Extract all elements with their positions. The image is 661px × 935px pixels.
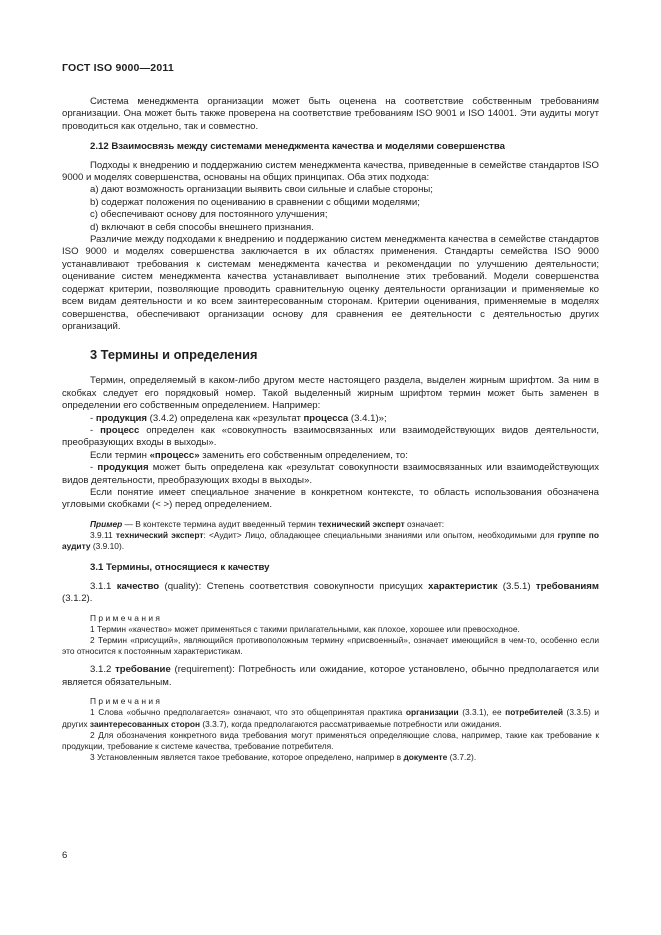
document-page	[62, 62, 599, 763]
section-3-example-1: - продукция (3.4.2) определена как «результат процесса (3.4.1)»;	[90, 412, 387, 424]
section-3-para-1: Термин, определяемый в каком-либо другом месте настоящего раздела, выделен жирным шрифтом. За ним в скобках следует его порядковый номер. Такой выделенный жирным шрифтом термин может быть заменен в определении его собственным определением. Например:	[62, 375, 599, 412]
section-3-1-title: 3.1 Термины, относящиеся к качеству	[90, 562, 270, 574]
list-item-c: c) обеспечивают основу для постоянного улучшения;	[90, 209, 328, 221]
definition-3-1-1: 3.1.1 качество (quality): Степень соответствия совокупности присущих характеристик (3.5.1) требованиям (3.1.2).	[62, 580, 599, 605]
section-3-example-block	[62, 519, 599, 553]
example-line-2: 3.9.11 технический эксперт: <Аудит> Лицо, обладающее специальными знаниями или опытом, необходимыми для группе по аудиту (3.9.10).	[62, 529, 599, 552]
page-number: 6	[62, 850, 68, 861]
intro-paragraph: Система менеджмента организации может быть оценена на соответствие собственным требованиям организации. Она может быть также проверена на соответствие требованиям ISO 9001 и ISO 14001. Эти аудиты могут проводиться как отдельно, так и совместно.	[62, 96, 599, 132]
section-3-para-3: Если понятие имеет специальное значение в конкретном контексте, то область использования обозначена угловыми скобками (< >) перед определением.	[62, 486, 599, 511]
example-line-1: Пример — В контексте термина аудит введенный термин технический эксперт означает:	[90, 518, 445, 529]
notes-label: Примечания	[90, 612, 163, 623]
notes-3-1-1	[62, 624, 599, 658]
section-2-12-para-1: Подходы к внедрению и поддержанию систем менеджмента качества, приведенные в семействе стандартов ISO 9000 и моделях совершенства, основаны на общих принципах. Оба этих подхода:	[62, 159, 599, 184]
section-3-example-3: - продукция может быть определена как «результат совокупности взаимосвязанных или взаимодействующих видов деятельности, преобразующих входы в выходы».	[62, 462, 599, 486]
list-item-d: d) включают в себя способы внешнего признания.	[90, 221, 314, 233]
note-3-1-2-2: 2 Для обозначения конкретного вида требования могут применяться определяющие слова, например, такие как требование к продукции, требование к системе качества, требование потребителя.	[62, 729, 599, 752]
section-3-title: 3 Термины и определения	[90, 347, 258, 363]
definition-3-1-2: 3.1.2 требование (requirement): Потребность или ожидание, которое установлено, обычно предполагается или является обязательным.	[62, 664, 599, 688]
note-3-1-1-2: 2 Термин «присущий», являющийся противоположным термину «присвоенный», означает имеющийся в чем-то, особенно если это относится к постоянным характеристикам.	[62, 635, 599, 657]
note-3-1-2-3: 3 Установленным является такое требование, которое определено, например в документе (3.7.2).	[90, 752, 477, 763]
section-2-12-para-2: Различие между подходами к внедрению и поддержанию систем менеджмента качества в семействе стандартов ISO 9000 и моделях совершенства заключается в их областях применения. Стандарты семейства ISO 9000 устанавливают требования к системам менеджмента качества и рекомендации по улучшению деятельности; оценивание систем менеджмента качества устанавливает выполнение этих требований. Модели совершенства содержат критерии, позволяющие проводить сравнительную оценку деятельности организации и применяемые ко всем видам деятельности и ко всем заинтересованным сторонам. Критерии оценивания, применяемые в моделях совершенства, обеспечивают организации основу для сравнения ее деятельности с деятельностью других организаций.	[62, 234, 599, 332]
document-header: ГОСТ ISO 9000—2011	[62, 62, 174, 74]
list-item-b: b) содержат положения по оцениванию в сравнении с общими моделями;	[90, 196, 420, 208]
note-3-1-1-1: 1 Термин «качество» может применяться с такими прилагательными, как плохое, хорошее или превосходное.	[90, 623, 520, 634]
list-item-a: a) дают возможность организации выявить свои сильные и слабые стороны;	[90, 184, 433, 196]
section-2-12-title: 2.12 Взаимосвязь между системами менеджмента качества и моделями совершенства	[90, 141, 505, 153]
note-3-1-2-1: 1 Слова «обычно предполагается» означают, что это общепринятая практика организации (3.3.1), ее потребителей (3.3.5) и других заинтересованных сторон (3.3.7), когда предполагаются рассматриваемые потребности или ожидания.	[62, 707, 599, 729]
section-3-para-2: Если термин «процесс» заменить его собственным определением, то:	[90, 449, 408, 461]
notes-3-1-2	[62, 707, 599, 763]
notes-label-2: Примечания	[90, 696, 163, 707]
section-3-example-2: - процесс определен как «совокупность взаимосвязанных или взаимодействующих видов деятельности, преобразующих входы в выходы».	[62, 424, 599, 449]
